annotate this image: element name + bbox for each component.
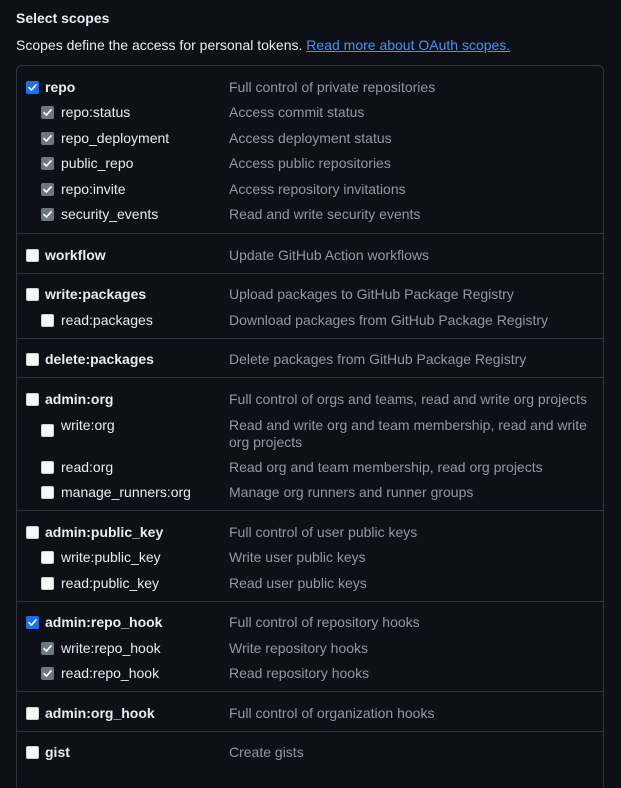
section-title: Select scopes <box>16 10 110 26</box>
scope-name[interactable]: write:org <box>61 416 115 433</box>
scope-row-child <box>17 545 603 571</box>
scope-row-parent <box>17 242 603 268</box>
scope-group <box>17 66 603 233</box>
scope-group <box>17 691 603 731</box>
scope-description: Write user public keys <box>229 549 366 566</box>
scope-row-parent <box>17 610 603 636</box>
scope-description: Read and write security events <box>229 206 421 223</box>
scope-name[interactable]: security_events <box>61 206 159 223</box>
scope-checkbox[interactable] <box>26 616 39 629</box>
scope-row-parent <box>17 740 603 766</box>
scope-row-parent <box>17 282 603 308</box>
scope-description: Write repository hooks <box>229 639 369 656</box>
scope-description: Full control of user public keys <box>229 523 418 540</box>
scope-description: Read org and team membership, read org projects <box>229 458 543 475</box>
scope-checkbox[interactable] <box>41 577 54 590</box>
scope-row-parent <box>17 74 603 100</box>
scope-description: Read repository hooks <box>229 665 370 682</box>
scope-name[interactable]: read:public_key <box>61 574 160 591</box>
scope-description: Create gists <box>229 744 304 761</box>
scope-name[interactable]: admin:org <box>45 390 114 407</box>
scope-group <box>17 233 603 273</box>
scope-row-child <box>17 480 603 506</box>
scope-name[interactable]: manage_runners:org <box>61 484 191 501</box>
scope-row-child <box>17 202 603 228</box>
scope-row-parent <box>17 700 603 726</box>
scope-name[interactable]: repo <box>45 78 76 95</box>
scope-name[interactable]: write:repo_hook <box>61 639 161 656</box>
scope-description: Delete packages from GitHub Package Registry <box>229 351 527 368</box>
scope-name[interactable]: write:public_key <box>61 549 161 566</box>
scope-group <box>17 338 603 378</box>
scope-checkbox[interactable] <box>41 157 54 170</box>
scope-checkbox[interactable] <box>41 208 54 221</box>
scope-name[interactable]: admin:org_hook <box>45 704 155 721</box>
scope-group <box>17 273 603 338</box>
scope-name[interactable]: delete:packages <box>45 351 154 368</box>
scope-name[interactable]: gist <box>45 744 70 761</box>
scope-checkbox[interactable] <box>26 707 39 720</box>
scope-row-child <box>17 635 603 661</box>
scope-name[interactable]: admin:repo_hook <box>45 614 163 631</box>
scope-name[interactable]: workflow <box>45 246 106 263</box>
scope-group <box>17 377 603 510</box>
scope-checkbox[interactable] <box>26 746 39 759</box>
scope-description: Update GitHub Action workflows <box>229 246 429 263</box>
scope-checkbox[interactable] <box>41 642 54 655</box>
scope-row-child <box>17 125 603 151</box>
scope-description: Access commit status <box>229 104 365 121</box>
scope-name[interactable]: public_repo <box>61 155 134 172</box>
section-description <box>16 37 510 53</box>
scope-row-child <box>17 661 603 687</box>
scope-row-child <box>17 151 603 177</box>
scope-description: Access deployment status <box>229 129 392 146</box>
scope-name[interactable]: repo:status <box>61 104 131 121</box>
scope-name[interactable]: repo_deployment <box>61 129 170 146</box>
scope-checkbox[interactable] <box>26 526 39 539</box>
scope-row-parent <box>17 519 603 545</box>
scope-checkbox[interactable] <box>41 183 54 196</box>
scope-group <box>17 601 603 692</box>
scope-row-parent <box>17 347 603 373</box>
scope-description: Read and write org and team membership, read and write org projects <box>229 416 587 450</box>
scope-checkbox[interactable] <box>41 551 54 564</box>
scope-name[interactable]: read:repo_hook <box>61 665 160 682</box>
scope-group <box>17 510 603 601</box>
scope-description: Read user public keys <box>229 574 367 591</box>
scope-checkbox[interactable] <box>26 249 39 262</box>
scope-row-child <box>17 412 603 455</box>
scope-description: Access public repositories <box>229 155 391 172</box>
scope-checkbox[interactable] <box>26 288 39 301</box>
scope-name[interactable]: admin:public_key <box>45 523 164 540</box>
scope-checkbox[interactable] <box>26 393 39 406</box>
scopes-list <box>16 65 604 788</box>
scope-name[interactable]: repo:invite <box>61 180 126 197</box>
scope-checkbox[interactable] <box>41 314 54 327</box>
scope-row-child <box>17 176 603 202</box>
scope-checkbox[interactable] <box>26 353 39 366</box>
description-text: Scopes define the access for personal tokens. <box>16 37 303 53</box>
scope-name[interactable]: read:org <box>61 458 114 475</box>
oauth-scopes-link[interactable]: Read more about OAuth scopes. <box>306 37 511 53</box>
scope-checkbox[interactable] <box>26 81 39 94</box>
scope-checkbox[interactable] <box>41 461 54 474</box>
scope-checkbox[interactable] <box>41 486 54 499</box>
scope-checkbox[interactable] <box>41 424 54 437</box>
scope-description: Full control of repository hooks <box>229 614 420 631</box>
scope-description: Upload packages to GitHub Package Registry <box>229 286 514 303</box>
scope-row-child <box>17 307 603 333</box>
scope-checkbox[interactable] <box>41 667 54 680</box>
scope-row-child <box>17 454 603 480</box>
scope-group <box>17 731 603 771</box>
scope-description: Manage org runners and runner groups <box>229 484 474 501</box>
scope-description: Download packages from GitHub Package Registry <box>229 311 549 328</box>
scope-description: Full control of orgs and teams, read and write org projects <box>229 390 587 407</box>
scope-row-child <box>17 100 603 126</box>
scope-description: Full control of private repositories <box>229 78 436 95</box>
scope-name[interactable]: read:packages <box>61 311 153 328</box>
scope-row-parent <box>17 386 603 412</box>
scope-checkbox[interactable] <box>41 106 54 119</box>
scope-description: Access repository invitations <box>229 180 406 197</box>
scope-row-child <box>17 570 603 596</box>
scope-checkbox[interactable] <box>41 132 54 145</box>
scope-description: Full control of organization hooks <box>229 704 435 721</box>
scope-name[interactable]: write:packages <box>45 286 147 303</box>
